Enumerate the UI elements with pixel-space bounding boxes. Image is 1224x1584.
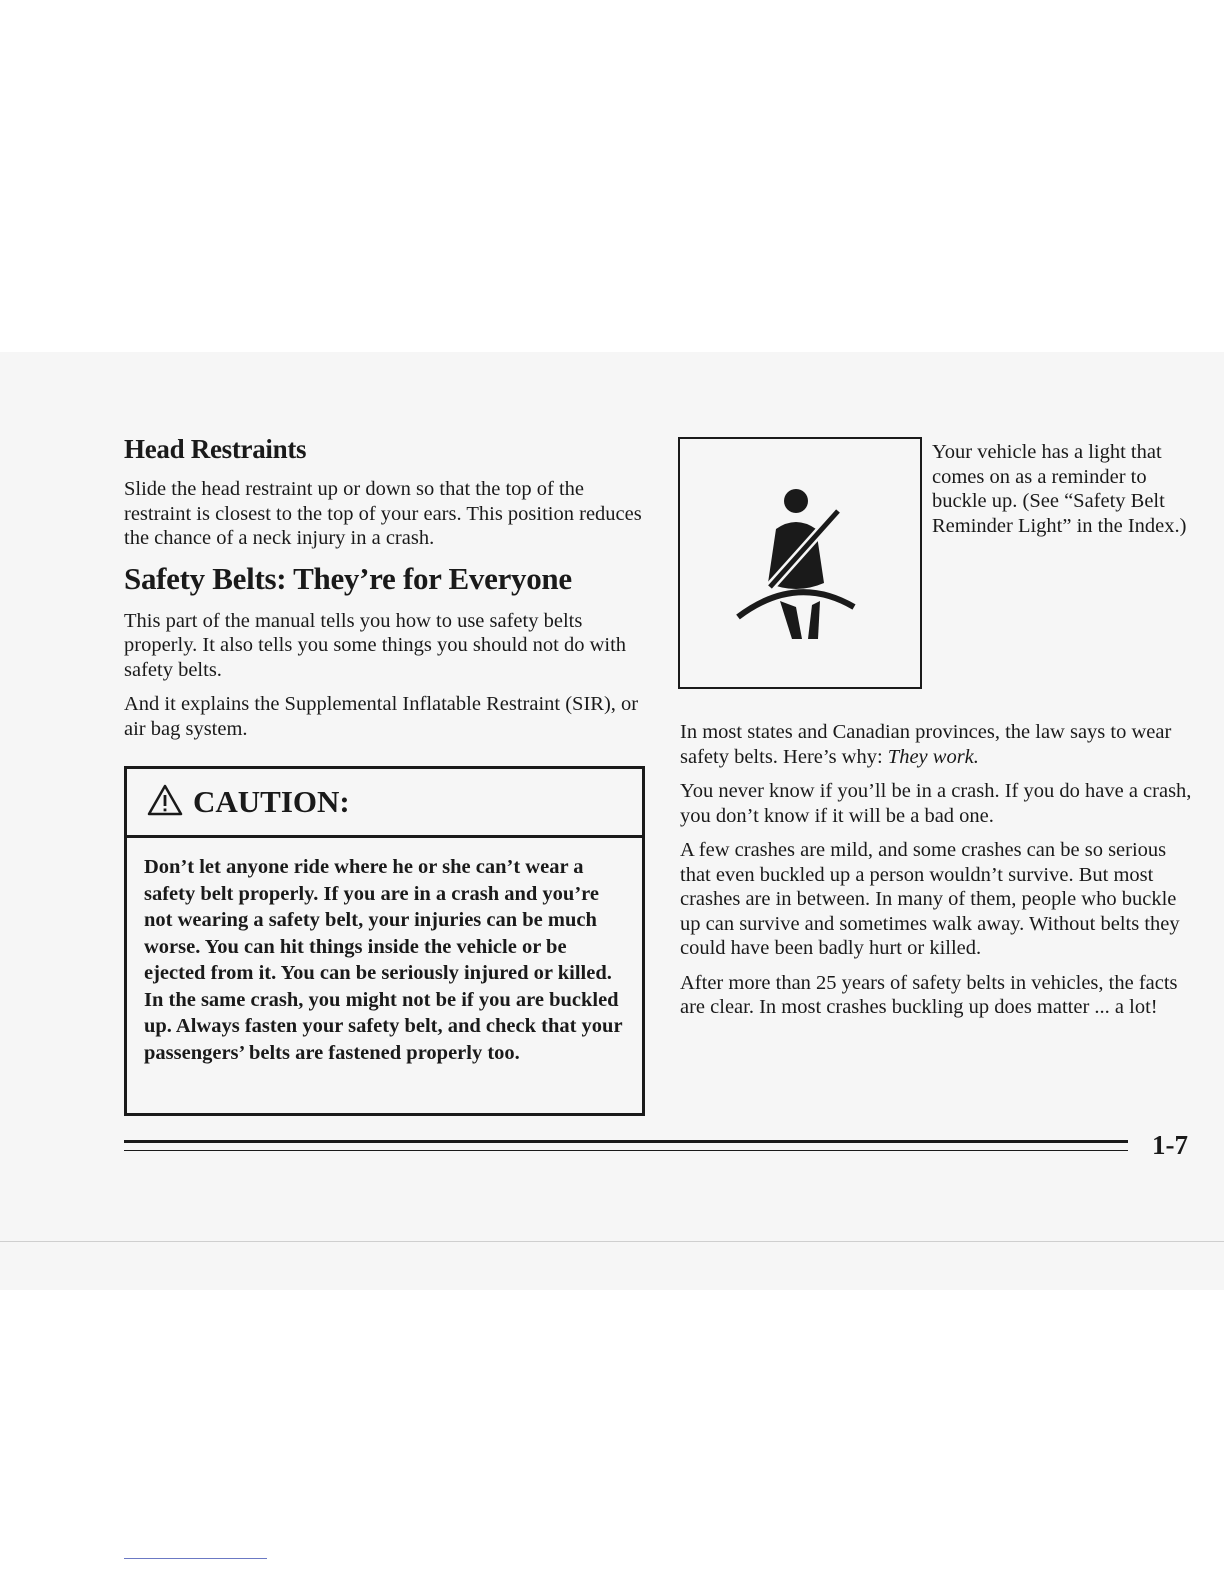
safety-belts-para-1: This part of the manual tells you how to use safety belts properly. It also tells you some things you should not do with safety belts. <box>124 609 627 681</box>
reminder-text: Your vehicle has a light that comes on as a reminder to buckle up. (See “Safety Belt Reminder Light” in the Index.) <box>932 441 1187 537</box>
right-para-4: After more than 25 years of safety belts in vehicles, the facts are clear. In most crashes buckling up does matter ... a lot! <box>680 971 1178 1018</box>
safety-belts-para-2: And it explains the Supplemental Inflatable Restraint (SIR), or air bag system. <box>124 693 639 740</box>
safety-belts-heading: Safety Belts: They’re for Everyone <box>124 560 572 596</box>
right-para-2: You never know if you’ll be in a crash. If you do have a crash, you don’t know if it will be a bad one. <box>680 780 1192 827</box>
right-column <box>680 720 1200 1030</box>
safety-belt-reminder-icon <box>730 483 870 643</box>
reminder-icon-box <box>678 437 922 689</box>
caution-box <box>124 766 645 1116</box>
right-para-1-emphasis: They work. <box>887 745 979 768</box>
head-restraints-text: Slide the head restraint up or down so that the top of the restraint is closest to the top of your ears. This position reduces the chance of a neck injury in a crash. <box>124 478 642 549</box>
page-number: 1-7 <box>1152 1130 1188 1160</box>
left-column <box>124 434 644 751</box>
head-restraints-heading: Head Restraints <box>124 434 307 464</box>
footer-rule-thin <box>124 1150 1128 1151</box>
caution-text: Don’t let anyone ride where he or she can’t wear a safety belt properly. If you are in a crash and you’re not wearing a safety belt, your injuries can be much worse. You can hit things inside the vehicle or be ejected from it. You can be seriously injured or killed. In the same crash, you might not be if you are buckled up. Always fasten your safety belt, and check that your passengers’ belts are fastened properly too. <box>144 856 623 1064</box>
right-para-1 <box>680 720 1200 769</box>
caution-header <box>127 769 642 838</box>
scan-edge-line <box>0 1241 1224 1242</box>
caution-title: CAUTION: <box>193 784 350 819</box>
stray-link-underline <box>124 1558 267 1559</box>
footer-rule-thick <box>124 1140 1128 1143</box>
right-para-1-lead: In most states and Canadian provinces, the law says to wear safety belts. Here’s why: <box>680 721 1172 768</box>
warning-triangle-icon <box>147 784 183 821</box>
right-para-3: A few crashes are mild, and some crashes can be so serious that even buckled up a person wouldn’t survive. But most crashes are in between. In many of them, people who buckle up can survive and sometimes walk away. Without belts they could have been badly hurt or killed. <box>680 839 1180 959</box>
